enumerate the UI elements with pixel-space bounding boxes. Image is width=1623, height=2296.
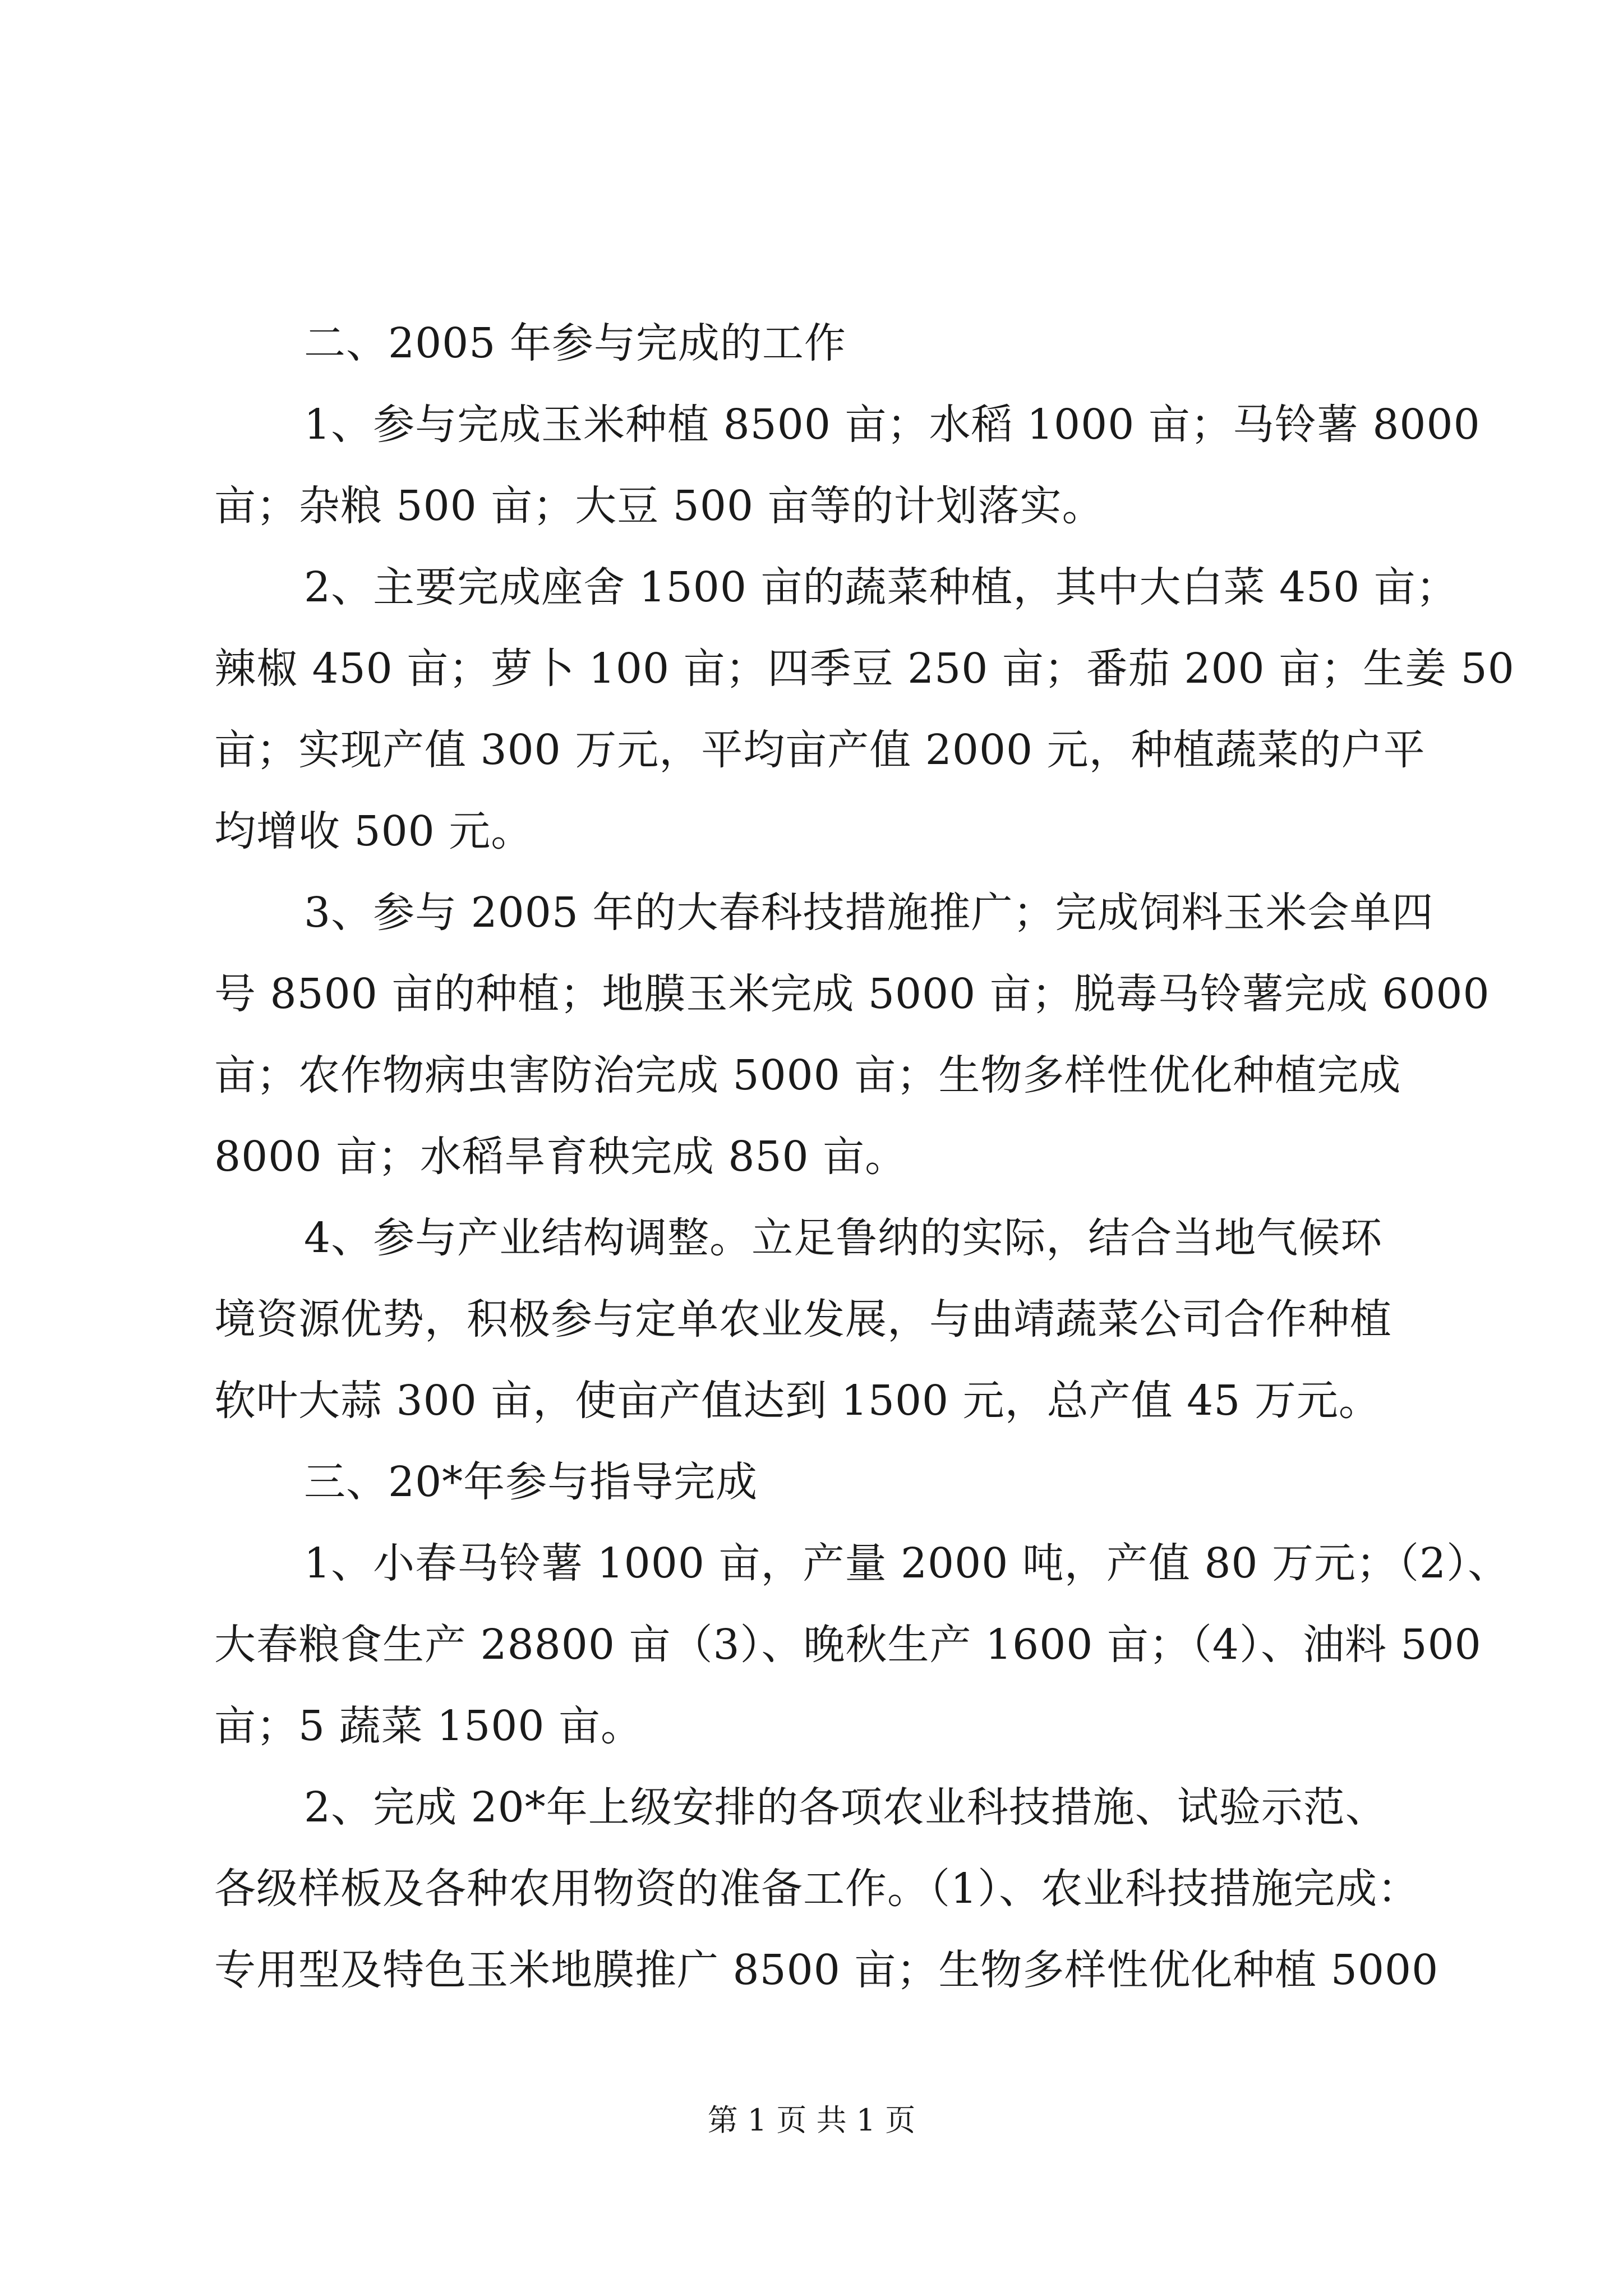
text-line: 亩；5 蔬菜 1500 亩。 xyxy=(214,1702,643,1750)
text-line: 专用型及特色玉米地膜推广 8500 亩；生物多样性优化种植 5000 xyxy=(214,1946,1439,1994)
text-line: 2、主要完成座舍 1500 亩的蔬菜种植，其中大白菜 450 亩； xyxy=(304,563,1458,611)
text-line: 亩；杂粮 500 亩；大豆 500 亩等的计划落实。 xyxy=(214,482,1104,530)
text-line: 均增收 500 元。 xyxy=(214,807,533,855)
text-line: 亩；农作物病虫害防治完成 5000 亩；生物多样性优化种植完成 xyxy=(214,1051,1401,1099)
text-line: 1、小春马铃薯 1000 亩，产量 2000 吨，产值 80 万元；（2）、 xyxy=(304,1539,1510,1588)
text-line: 境资源优势，积极参与定单农业发展，与曲靖蔬菜公司合作种植 xyxy=(214,1295,1392,1343)
text-line: 2、完成 20*年上级安排的各项农业科技措施、试验示范、 xyxy=(304,1783,1387,1832)
document-body xyxy=(214,303,1515,2011)
text-line: 软叶大蒜 300 亩，使亩产值达到 1500 元，总产值 45 万元。 xyxy=(214,1377,1381,1425)
text-line: 1、参与完成玉米种植 8500 亩；水稻 1000 亩；马铃薯 8000 xyxy=(304,401,1481,449)
text-line: 号 8500 亩的种植；地膜玉米完成 5000 亩；脱毒马铃薯完成 6000 xyxy=(214,970,1490,1018)
text-line: 8000 亩；水稻旱育秧完成 850 亩。 xyxy=(214,1133,907,1181)
page-footer: 第 1 页 共 1 页 xyxy=(707,2102,916,2138)
text-line: 4、参与产业结构调整。立足鲁纳的实际，结合当地气候环 xyxy=(304,1214,1383,1262)
text-line: 亩；实现产值 300 万元，平均亩产值 2000 元，种植蔬菜的户平 xyxy=(214,726,1426,774)
text-line: 二、2005 年参与完成的工作 xyxy=(304,319,846,367)
text-line: 大春粮食生产 28800 亩（3）、晚秋生产 1600 亩；（4）、油料 500 xyxy=(214,1621,1482,1669)
text-line: 3、参与 2005 年的大春科技措施推广；完成饲料玉米会单四 xyxy=(304,889,1434,937)
text-line: 辣椒 450 亩；萝卜 100 亩；四季豆 250 亩；番茄 200 亩；生姜 50 xyxy=(214,645,1515,693)
text-line: 三、20*年参与指导完成 xyxy=(304,1458,758,1506)
text-line: 各级样板及各种农用物资的准备工作。（1）、农业科技措施完成： xyxy=(214,1865,1420,1913)
